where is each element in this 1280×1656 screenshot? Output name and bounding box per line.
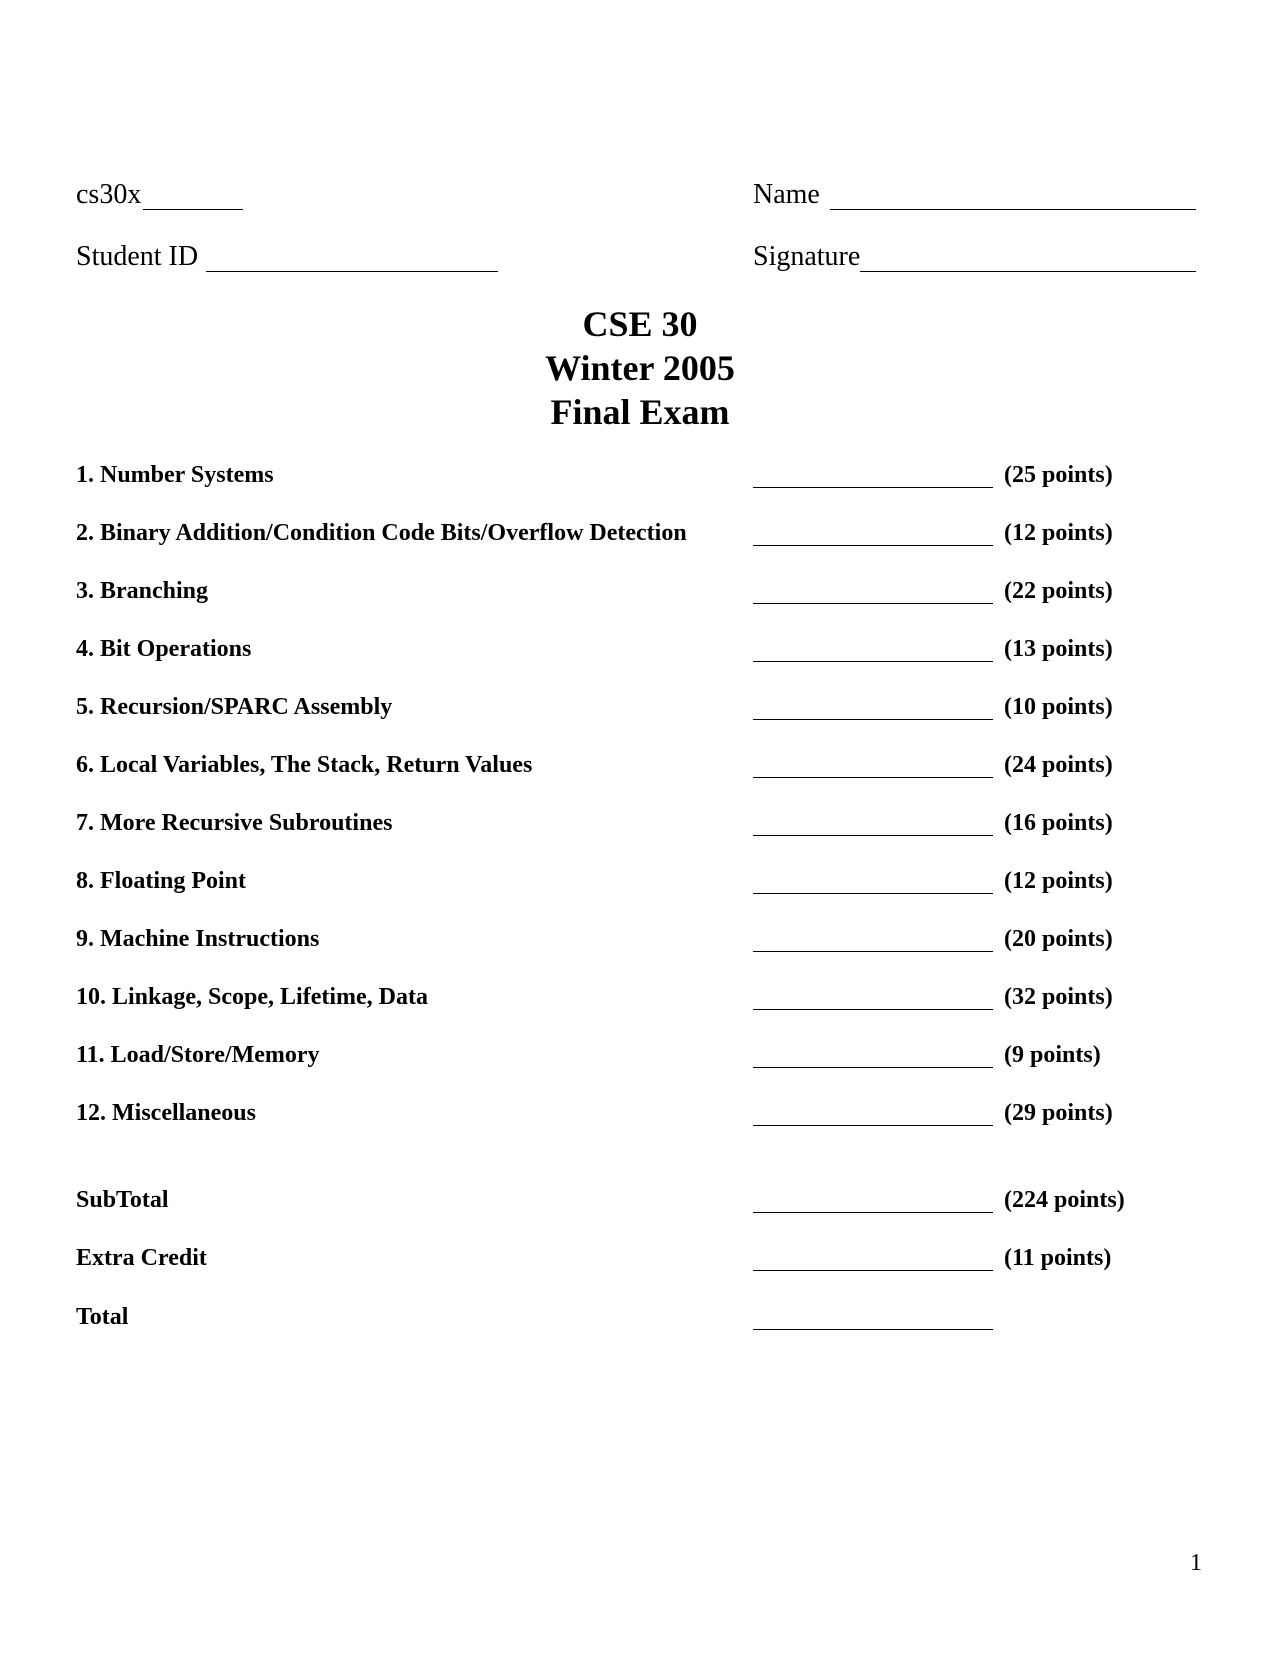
extra-credit-points: (11 points): [1004, 1245, 1112, 1271]
problem-row: [0, 748, 1280, 782]
problem-name: 11. Load/Store/Memory: [76, 1042, 320, 1068]
problem-name: 5. Recursion/SPARC Assembly: [76, 694, 393, 720]
problem-row: [0, 632, 1280, 666]
name-field: [753, 180, 1196, 210]
score-blank: [753, 545, 993, 546]
extra-credit-row: [0, 1241, 1280, 1275]
score-blank: [753, 835, 993, 836]
problem-name: 2. Binary Addition/Condition Code Bits/Overflow Detection: [76, 520, 687, 546]
score-blank: [753, 893, 993, 894]
problem-points: (9 points): [1004, 1042, 1101, 1068]
student-id-label: Student ID: [76, 241, 199, 272]
total-label: Total: [76, 1304, 129, 1330]
problem-row: [0, 690, 1280, 724]
problem-points: (10 points): [1004, 694, 1113, 720]
subtotal-row: [0, 1183, 1280, 1217]
problem-points: (22 points): [1004, 578, 1113, 604]
problem-row: [0, 516, 1280, 550]
signature-blank: [860, 249, 1196, 272]
name-label: Name: [753, 179, 820, 210]
extra-credit-label: Extra Credit: [76, 1245, 207, 1271]
problem-name: 12. Miscellaneous: [76, 1100, 256, 1126]
score-blank: [753, 603, 993, 604]
cs30x-label: cs30x: [76, 179, 142, 210]
problem-name: 10. Linkage, Scope, Lifetime, Data: [76, 984, 428, 1010]
problem-row: [0, 980, 1280, 1014]
problem-points: (32 points): [1004, 984, 1113, 1010]
extra-credit-blank: [753, 1270, 993, 1271]
problem-name: 4. Bit Operations: [76, 636, 252, 662]
problem-name: 8. Floating Point: [76, 868, 247, 894]
problem-row: [0, 1038, 1280, 1072]
problem-points: (12 points): [1004, 520, 1113, 546]
score-blank: [753, 951, 993, 952]
problem-points: (13 points): [1004, 636, 1113, 662]
total-blank: [753, 1329, 993, 1330]
subtotal-label: SubTotal: [76, 1187, 169, 1213]
score-blank: [753, 1009, 993, 1010]
problem-row: [0, 806, 1280, 840]
term-title: Winter 2005: [545, 348, 735, 388]
signature-label: Signature: [753, 241, 861, 272]
student-id-field: [76, 242, 498, 272]
score-blank: [753, 719, 993, 720]
problem-name: 3. Branching: [76, 578, 209, 604]
student-id-blank: [206, 249, 498, 272]
score-blank: [753, 661, 993, 662]
problem-row: [0, 864, 1280, 898]
score-blank: [753, 487, 993, 488]
subtotal-points: (224 points): [1004, 1187, 1125, 1213]
name-blank: [830, 187, 1196, 210]
problem-points: (25 points): [1004, 462, 1113, 488]
course-title: CSE 30: [582, 304, 698, 344]
page-number: 1: [1190, 1550, 1202, 1576]
total-row: [0, 1300, 1280, 1334]
score-blank: [753, 777, 993, 778]
problem-points: (16 points): [1004, 810, 1113, 836]
problem-points: (24 points): [1004, 752, 1113, 778]
score-blank: [753, 1067, 993, 1068]
subtotal-blank: [753, 1212, 993, 1213]
problem-points: (12 points): [1004, 868, 1113, 894]
cs30x-blank: [143, 187, 243, 210]
signature-field: [753, 242, 1196, 272]
problem-name: 7. More Recursive Subroutines: [76, 810, 393, 836]
problem-row: [0, 1096, 1280, 1130]
problem-name: 9. Machine Instructions: [76, 926, 320, 952]
problem-name: 1. Number Systems: [76, 462, 274, 488]
problem-row: [0, 458, 1280, 492]
score-blank: [753, 1125, 993, 1126]
problem-points: (20 points): [1004, 926, 1113, 952]
exam-title: Final Exam: [550, 392, 730, 432]
problem-points: (29 points): [1004, 1100, 1113, 1126]
cs30x-field: [76, 180, 243, 210]
problem-row: [0, 574, 1280, 608]
problem-name: 6. Local Variables, The Stack, Return Values: [76, 752, 533, 778]
problem-row: [0, 922, 1280, 956]
